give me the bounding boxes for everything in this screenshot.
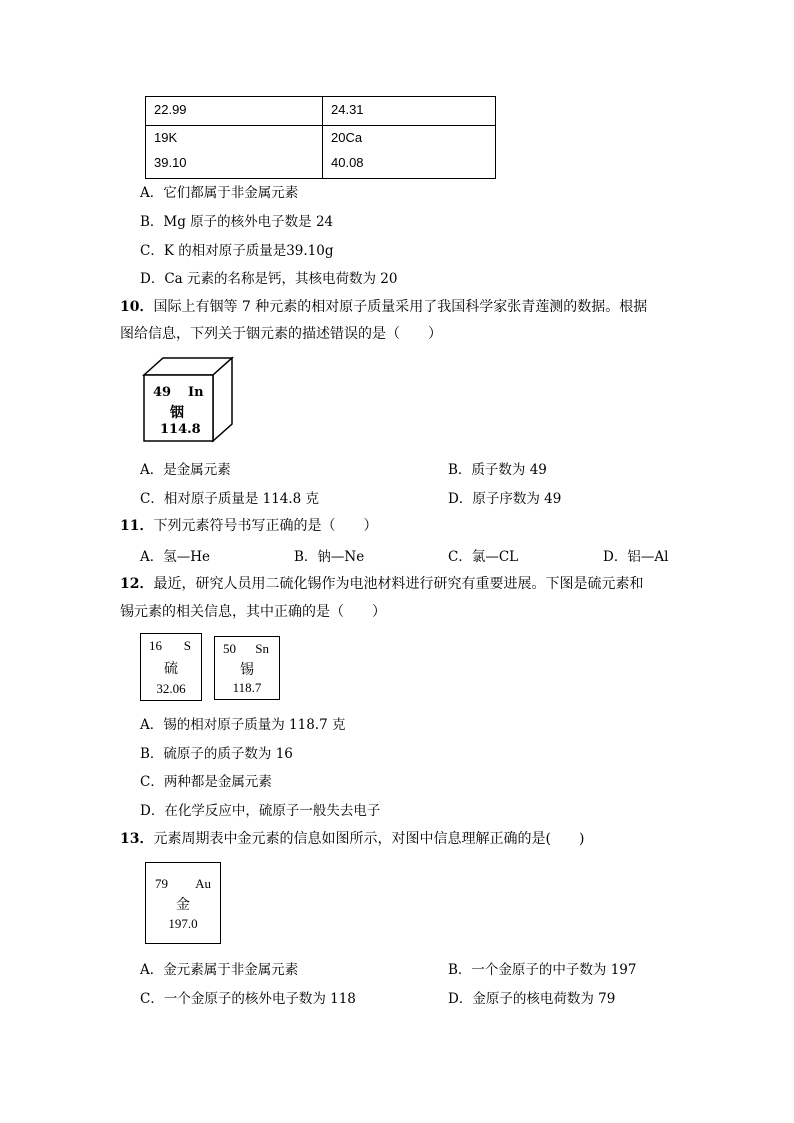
q13-option-c: C．一个金原子的核外电子数为 118 bbox=[140, 991, 356, 1007]
sulfur-atomic-number: 16 bbox=[149, 638, 162, 653]
gold-tile bbox=[145, 862, 221, 944]
table-cell-na-mass: 22.99 bbox=[154, 102, 187, 117]
sulfur-tile bbox=[140, 633, 202, 701]
q11-option-b: B．钠—Ne bbox=[294, 549, 365, 565]
q11-option-c: C．氯—CL bbox=[448, 549, 519, 565]
q11-number: 11． bbox=[120, 518, 154, 534]
q12-option-c: C．两种都是金属元素 bbox=[140, 774, 272, 790]
q11-option-a: A．氢—He bbox=[140, 549, 211, 565]
table-cell-k-symbol: 19K bbox=[154, 130, 178, 145]
sulfur-symbol: S bbox=[183, 638, 191, 653]
q10-text-1: 国际上有铟等 7 种元素的相对原子质量采用了我国科学家张青莲测的数据。根据 bbox=[153, 299, 648, 315]
q10-stem-line1 bbox=[120, 296, 647, 316]
q9-option-b: B．Mg 原子的核外电子数是 24 bbox=[140, 214, 334, 230]
q12-stem-line1 bbox=[120, 573, 643, 593]
indium-name: 铟 bbox=[170, 405, 184, 421]
sulfur-name: 硫 bbox=[164, 662, 178, 677]
tin-tile bbox=[214, 636, 280, 700]
q10-stem-line2: 图给信息，下列关于铟元素的描述错误的是（ ） bbox=[120, 326, 442, 342]
q10-option-d: D．原子序数为 49 bbox=[448, 491, 562, 507]
q13-stem bbox=[120, 828, 584, 848]
q10-option-c: C．相对原子质量是 114.8 克 bbox=[140, 491, 320, 507]
indium-atomic-number: 49 bbox=[153, 385, 172, 400]
q10-option-b: B．质子数为 49 bbox=[448, 462, 547, 478]
q9-option-c: C．K 的相对原子质量是39.10g bbox=[140, 243, 334, 259]
indium-mass: 114.8 bbox=[160, 422, 201, 437]
q9-option-a: A．它们都属于非金属元素 bbox=[140, 185, 299, 201]
q12-option-d: D．在化学反应中，硫原子一般失去电子 bbox=[140, 803, 381, 819]
q11-text: 下列元素符号书写正确的是（ ） bbox=[153, 518, 378, 534]
table-cell-ca-mass: 40.08 bbox=[331, 155, 364, 170]
table-cell-k-mass: 39.10 bbox=[154, 155, 187, 170]
q12-stem-line2: 锡元素的相关信息，其中正确的是（ ） bbox=[120, 604, 386, 620]
indium-symbol: In bbox=[188, 385, 204, 400]
q12-number: 12． bbox=[120, 576, 154, 592]
q10-option-a: A．是金属元素 bbox=[140, 462, 231, 478]
gold-name: 金 bbox=[176, 898, 190, 913]
table-cell-mg-mass: 24.31 bbox=[331, 102, 364, 117]
q10-number: 10． bbox=[120, 299, 154, 315]
q9-option-d: D．Ca 元素的名称是钙，其核电荷数为 20 bbox=[140, 271, 398, 287]
q12-option-b: B．硫原子的质子数为 16 bbox=[140, 746, 293, 762]
q13-number: 13． bbox=[120, 831, 154, 847]
q11-stem bbox=[120, 515, 377, 535]
q12-text-1: 最近，研究人员用二硫化锡作为电池材料进行研究有重要进展。下图是硫元素和 bbox=[153, 576, 644, 592]
table-cell-ca-symbol: 20Ca bbox=[331, 130, 363, 145]
q13-option-a: A．金元素属于非金属元素 bbox=[140, 962, 299, 978]
table-divider-vertical bbox=[322, 97, 323, 178]
tin-mass: 118.7 bbox=[232, 680, 262, 695]
tin-name: 锡 bbox=[240, 663, 254, 678]
table-divider-horizontal bbox=[146, 125, 495, 126]
element-table bbox=[145, 96, 496, 179]
q12-option-a: A．锡的相对原子质量为 118.7 克 bbox=[140, 717, 346, 733]
q13-option-d: D．金原子的核电荷数为 79 bbox=[448, 991, 616, 1007]
gold-mass: 197.0 bbox=[168, 916, 198, 931]
q11-option-d: D．铝—Al bbox=[603, 549, 669, 565]
gold-symbol: Au bbox=[195, 876, 211, 891]
gold-atomic-number: 79 bbox=[155, 876, 168, 891]
q13-option-b: B．一个金原子的中子数为 197 bbox=[448, 962, 637, 978]
tin-symbol: Sn bbox=[255, 641, 269, 656]
sulfur-mass: 32.06 bbox=[156, 681, 186, 696]
q13-text: 元素周期表中金元素的信息如图所示，对图中信息理解正确的是( ) bbox=[153, 831, 585, 847]
tin-atomic-number: 50 bbox=[223, 641, 236, 656]
